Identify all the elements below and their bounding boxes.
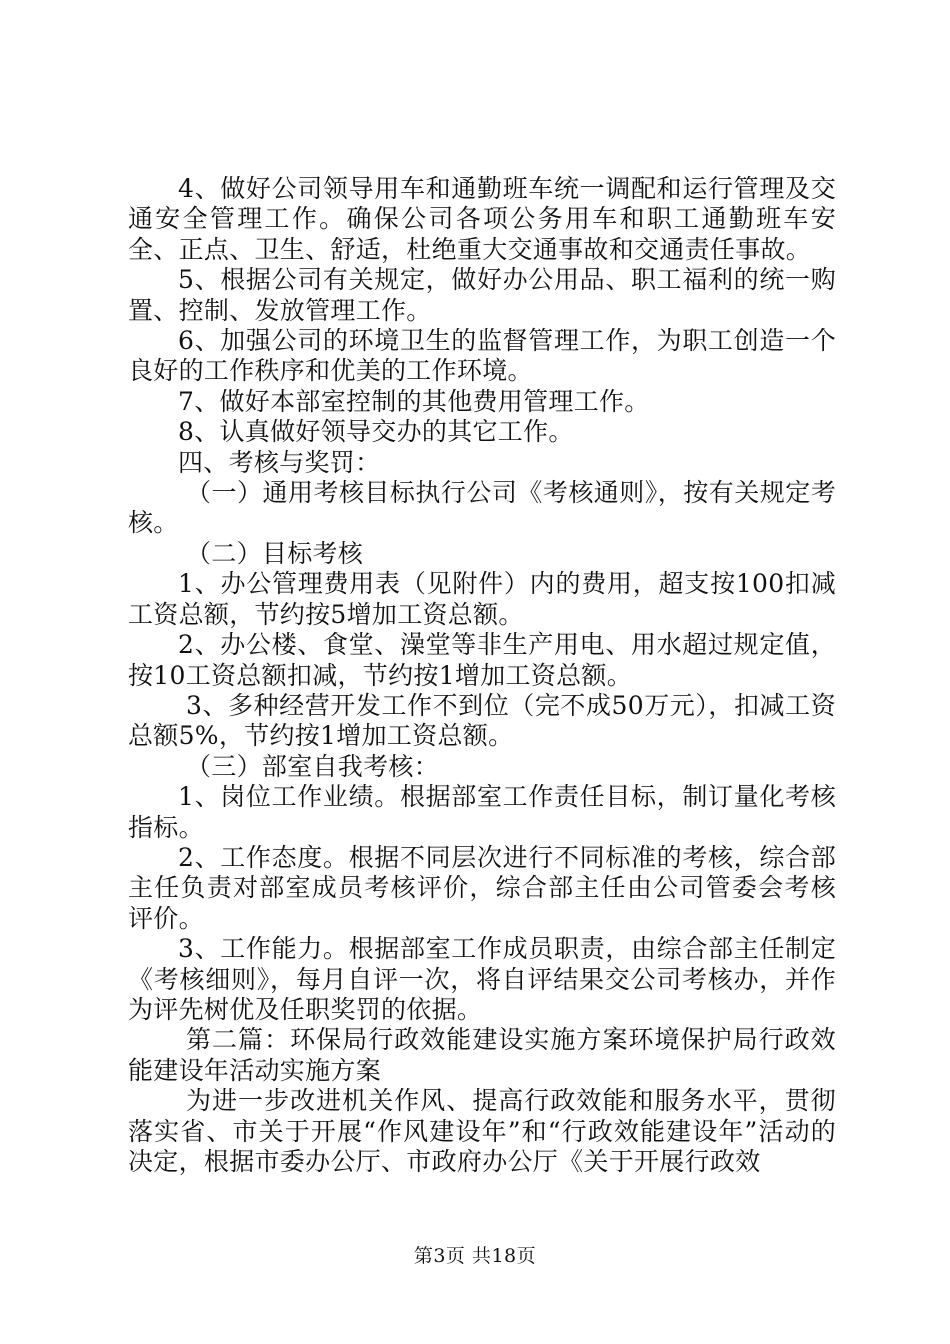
target-item-3: 3、多种经营开发工作不到位（完不成50万元），扣减工资总额5%，节约按1增加工资总额。 [128,690,836,751]
page-footer: 第3页 共18页 [413,1245,537,1267]
document-body [128,174,836,1177]
subsection-general-assessment: （一）通用考核目标执行公司《考核通则》，按有关规定考核。 [128,478,836,538]
subsection-target-assessment: （二）目标考核 [186,538,364,568]
target-item-2: 2、办公楼、食堂、澡堂等非生产用电、用水超过规定值，按10工资总额扣减，节约按1增加工资总额。 [128,630,836,690]
paragraph-item-4: 4、做好公司领导用车和通勤班车统一调配和运行管理及交通安全管理工作。确保公司各项公务用车和职工通勤班车安全、正点、卫生、舒适，杜绝重大交通事故和交通责任事故。 [128,174,836,264]
self-assessment-item-3: 3、工作能力。根据部室工作成员职责，由综合部主任制定《考核细则》，每月自评一次，将自评结果交公司考核办，并作为评先树优及任职奖罚的依据。 [128,934,836,1024]
chapter-two-title: 第二篇：环保局行政效能建设实施方案环境保护局行政效能建设年活动实施方案 [128,1025,836,1085]
chapter-two-intro: 为进一步改进机关作风、提高行政效能和服务水平，贯彻落实省、市关于开展“作风建设年”和“行政效能建设年”活动的决定，根据市委办公厅、市政府办公厅《关于开展行政效 [128,1086,836,1176]
self-assessment-item-2: 2、工作态度。根据不同层次进行不同标准的考核，综合部主任负责对部室成员考核评价，综合部主任由公司管委会考核评价。 [128,842,836,933]
subsection-self-assessment: （三）部室自我考核： [186,751,440,781]
paragraph-item-8: 8、认真做好领导交办的其它工作。 [178,417,574,447]
target-item-1: 1、办公管理费用表（见附件）内的费用，超支按100扣减工资总额，节约按5增加工资总额。 [128,569,836,629]
paragraph-item-5: 5、根据公司有关规定，做好办公用品、职工福利的统一购置、控制、发放管理工作。 [128,265,836,325]
self-assessment-item-1: 1、岗位工作业绩。根据部室工作责任目标，制订量化考核指标。 [128,782,836,842]
section-heading-assessment: 四、考核与奖罚： [178,447,381,477]
paragraph-item-7: 7、做好本部室控制的其他费用管理工作。 [178,386,650,416]
paragraph-item-6: 6、加强公司的环境卫生的监督管理工作，为职工创造一个良好的工作秩序和优美的工作环境。 [128,326,836,386]
